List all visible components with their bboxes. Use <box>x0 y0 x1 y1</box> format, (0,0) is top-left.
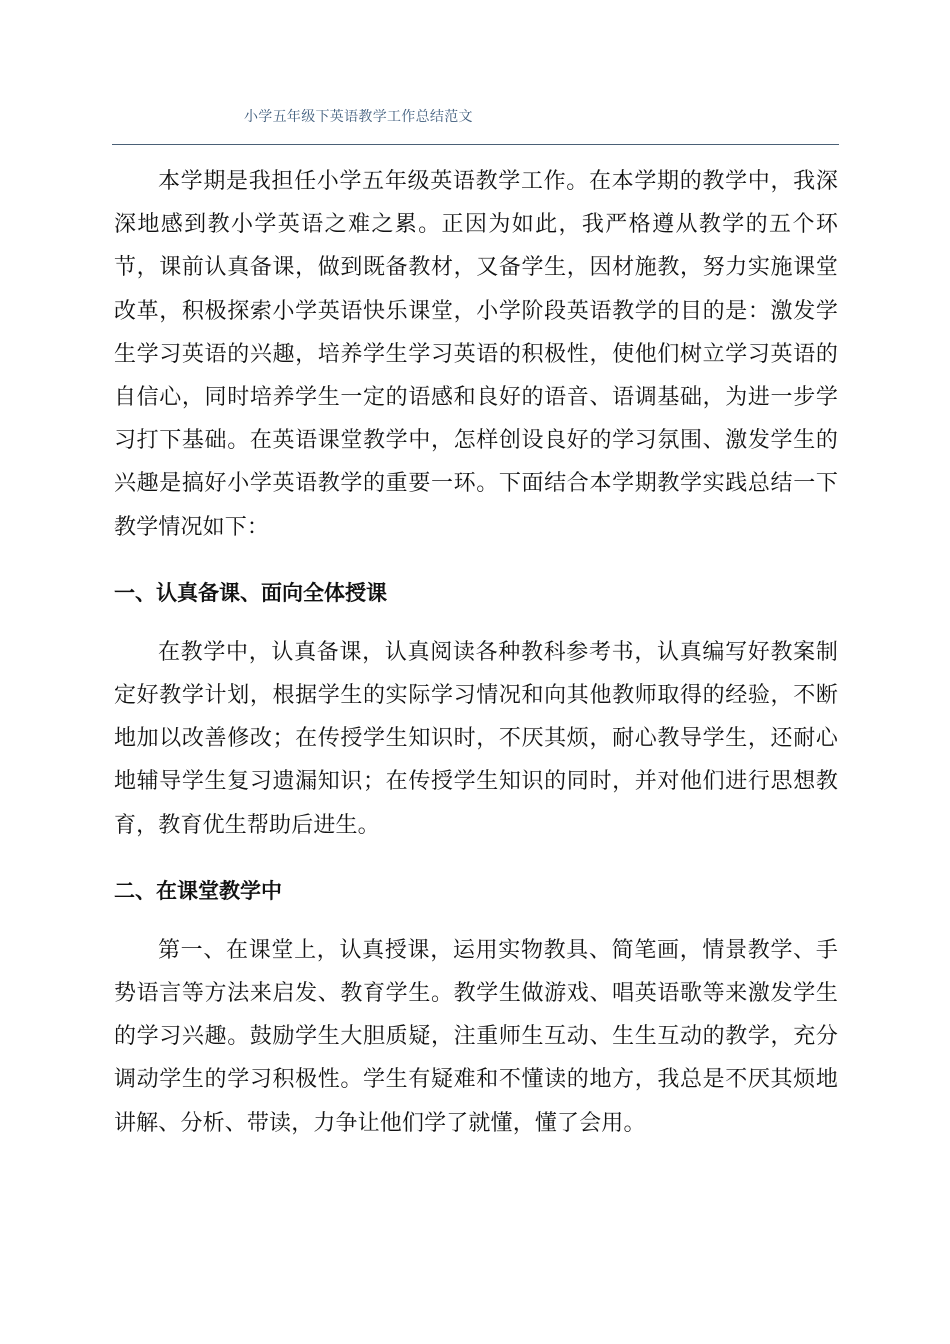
section-2-paragraph: 第一、在课堂上，认真授课，运用实物教具、简笔画，情景教学、手势语言等方法来启发、教育学生。教学生做游戏、唱英语歌等来激发学生的学习兴趣。鼓励学生大胆质疑，注重师生互动、生生互动的教学，充分调动学生的学习积极性。学生有疑难和不懂读的地方，我总是不厌其烦地讲解、分析、带读，力争让他们学了就懂，懂了会用。 <box>114 937 838 1136</box>
section-2-heading: 二、在课堂教学中 <box>114 878 282 903</box>
page-header <box>112 104 839 145</box>
section-1-heading: 一、认真备课、面向全体授课 <box>114 580 387 605</box>
intro-paragraph: 本学期是我担任小学五年级英语教学工作。在本学期的教学中，我深深地感到教小学英语之难之累。正因为如此，我严格遵从教学的五个环节，课前认真备课，做到既备教材，又备学生，因材施教，努力实施课堂改革，积极探索小学英语快乐课堂，小学阶段英语教学的目的是：激发学生学习英语的兴趣，培养学生学习英语的积极性，使他们树立学习英语的自信心，同时培养学生一定的语感和良好的语音、语调基础，为进一步学习打下基础。在英语课堂教学中，怎样创设良好的学习氛围、激发学生的兴趣是搞好小学英语教学的重要一环。下面结合本学期教学实践总结一下教学情况如下： <box>114 169 838 540</box>
document-header-title: 小学五年级下英语教学工作总结范文 <box>244 109 473 125</box>
section-1-paragraph: 在教学中，认真备课，认真阅读各种教科参考书，认真编写好教案制定好教学计划，根据学生的实际学习情况和向其他教师取得的经验，不断地加以改善修改；在传授学生知识时，不厌其烦，耐心教导学生，还耐心地辅导学生复习遗漏知识；在传授学生知识的同时，并对他们进行思想教育，教育优生帮助后进生。 <box>114 639 838 838</box>
document-body <box>114 160 838 1145</box>
